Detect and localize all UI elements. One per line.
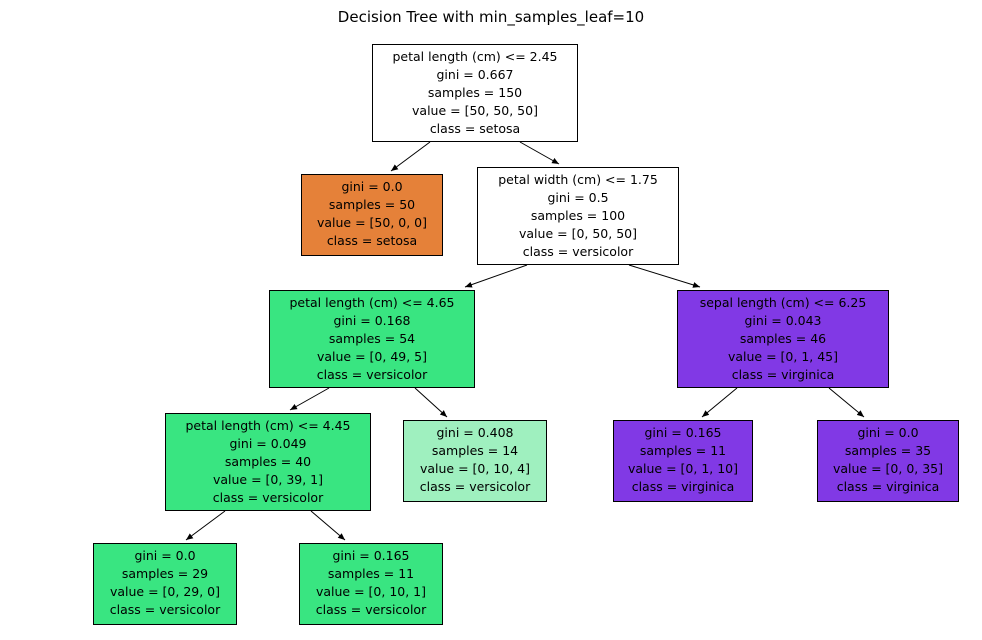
node-leaf-versicolor-29 [93,543,237,625]
node-text-line: samples = 11 [327,566,415,581]
node-text-line: value = [0, 39, 1] [212,472,324,487]
node-text-line: samples = 14 [431,443,519,458]
node-text-line: samples = 29 [121,566,209,581]
node-text-line: value = [0, 1, 10] [627,461,739,476]
node-petal-length-465 [269,290,475,388]
node-text-line: samples = 54 [328,331,416,346]
node-text-line: sepal length (cm) <= 6.25 [699,295,867,310]
node-text-line: petal width (cm) <= 1.75 [498,172,658,187]
node-text-line: gini = 0.165 [644,425,722,440]
node-text-line: gini = 0.049 [229,436,307,451]
node-text-line: samples = 50 [328,197,416,212]
edge-root-to-setosa [391,142,430,171]
node-text-line: class = virginica [731,367,835,382]
edge-sepal-length-625-to-leaf-35 [829,388,864,417]
node-text-line: gini = 0.408 [436,425,514,440]
node-text-line: class = versicolor [522,244,634,259]
node-text-line: class = versicolor [419,479,531,494]
node-text-line: class = versicolor [315,602,427,617]
node-text-line: value = [0, 10, 1] [315,584,427,599]
node-text-line: samples = 11 [639,443,727,458]
node-text-line: gini = 0.168 [333,313,411,328]
node-text-line: gini = 0.0 [341,179,403,194]
edge-petal-length-445-to-leaf-11 [311,511,345,540]
node-text-line: gini = 0.5 [547,190,609,205]
edge-sepal-length-625-to-leaf-11 [702,388,737,417]
node-text-line: petal length (cm) <= 2.45 [392,49,558,64]
node-leaf-virginica-11 [613,420,753,502]
node-text-line: value = [0, 0, 35] [832,461,944,476]
node-text-line: class = virginica [836,479,940,494]
node-leaf-versicolor-11 [299,543,443,625]
node-text-line: gini = 0.667 [436,67,514,82]
node-text-line: gini = 0.0 [134,548,196,563]
edge-petal-length-445-to-leaf-29 [186,511,225,540]
node-root [372,44,578,142]
node-text-line: samples = 150 [427,85,523,100]
node-leaf-setosa [301,174,443,256]
node-text-line: samples = 35 [844,443,932,458]
node-text-line: class = versicolor [316,367,428,382]
node-text-line: value = [0, 10, 4] [419,461,531,476]
node-text-line: value = [0, 1, 45] [727,349,839,364]
node-text-line: value = [0, 29, 0] [109,584,221,599]
node-leaf-versicolor-14 [403,420,547,502]
node-leaf-virginica-35 [817,420,959,502]
node-petal-length-445 [165,413,371,511]
edge-petal-length-465-to-leaf-14 [415,388,447,417]
node-text-line: value = [0, 49, 5] [316,349,428,364]
node-text-line: samples = 100 [530,208,626,223]
node-text-line: petal length (cm) <= 4.45 [185,418,351,433]
edge-petal-width-to-petal-length-465 [465,265,527,287]
node-text-line: gini = 0.165 [332,548,410,563]
node-sepal-length-625 [677,290,889,388]
node-text-line: value = [0, 50, 50] [519,226,637,241]
node-text-line: class = versicolor [109,602,221,617]
node-petal-width [477,167,679,265]
node-text-line: class = versicolor [212,490,324,505]
edge-root-to-petal-width [520,142,559,164]
node-text-line: petal length (cm) <= 4.65 [289,295,455,310]
node-text-line: samples = 46 [739,331,827,346]
edge-petal-width-to-sepal-length-625 [629,265,700,287]
node-text-line: gini = 0.043 [744,313,822,328]
node-text-line: class = setosa [326,233,418,248]
edge-petal-length-465-to-petal-length-445 [290,388,329,410]
node-text-line: value = [50, 0, 0] [316,215,428,230]
node-text-line: samples = 40 [224,454,312,469]
node-text-line: class = setosa [429,121,521,136]
page-title: Decision Tree with min_samples_leaf=10 [337,8,645,26]
node-text-line: gini = 0.0 [857,425,919,440]
node-text-line: class = virginica [631,479,735,494]
node-text-line: value = [50, 50, 50] [412,103,538,118]
